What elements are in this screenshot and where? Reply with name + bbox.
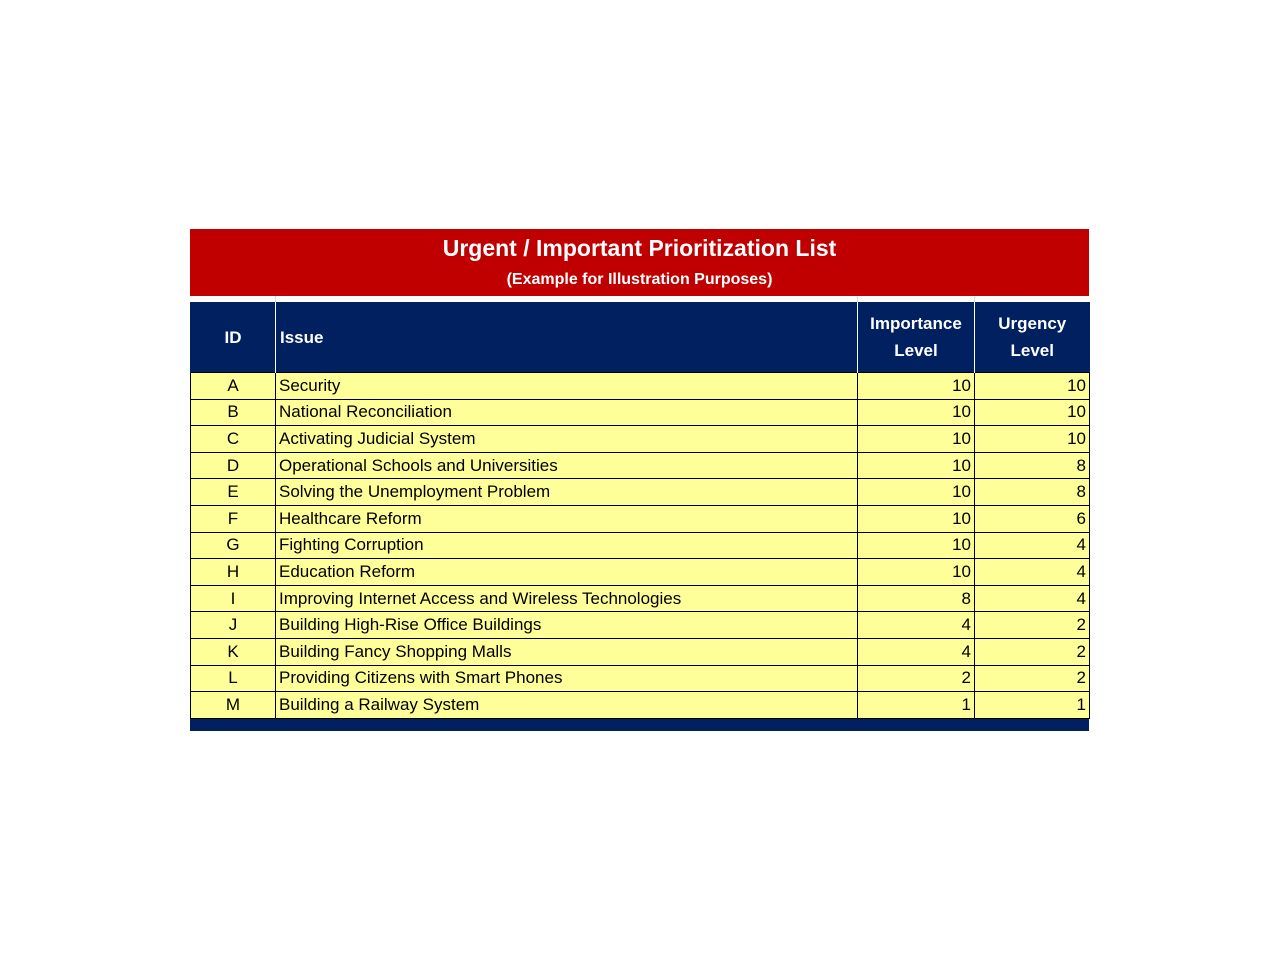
cell-urgency[interactable]: 2 [975, 665, 1090, 692]
table-row[interactable] [191, 638, 1090, 665]
cell-id[interactable]: J [191, 612, 276, 639]
title-banner [190, 229, 1089, 296]
cell-urgency[interactable]: 2 [975, 612, 1090, 639]
cell-id[interactable]: A [191, 373, 276, 400]
cell-id[interactable]: F [191, 505, 276, 532]
table-row[interactable] [191, 399, 1090, 426]
table-row[interactable] [191, 479, 1090, 506]
cell-urgency[interactable]: 6 [975, 505, 1090, 532]
cell-issue[interactable]: Building High-Rise Office Buildings [276, 612, 858, 639]
cell-importance[interactable]: 10 [858, 505, 975, 532]
cell-id[interactable]: M [191, 692, 276, 719]
page-subtitle: (Example for Illustration Purposes) [506, 271, 773, 288]
table-row[interactable] [191, 612, 1090, 639]
table-row[interactable] [191, 559, 1090, 586]
cell-issue[interactable]: Operational Schools and Universities [276, 452, 858, 479]
cell-urgency[interactable]: 10 [975, 426, 1090, 453]
header-gap [190, 296, 1089, 302]
cell-id[interactable]: I [191, 585, 276, 612]
cell-importance[interactable]: 10 [858, 559, 975, 586]
column-header-importance[interactable] [858, 302, 975, 373]
table-footer-bar [190, 719, 1089, 731]
prioritization-sheet [190, 229, 1089, 731]
table-row[interactable] [191, 665, 1090, 692]
cell-urgency[interactable]: 10 [975, 373, 1090, 400]
cell-importance[interactable]: 10 [858, 426, 975, 453]
importance-header-line1: Importance [870, 314, 962, 333]
cell-importance[interactable]: 1 [858, 692, 975, 719]
cell-issue[interactable]: Building a Railway System [276, 692, 858, 719]
cell-issue[interactable]: Activating Judicial System [276, 426, 858, 453]
cell-id[interactable]: B [191, 399, 276, 426]
importance-header-line2: Level [894, 341, 938, 360]
table-row[interactable] [191, 452, 1090, 479]
cell-importance[interactable]: 2 [858, 665, 975, 692]
table-row[interactable] [191, 373, 1090, 400]
table-row[interactable] [191, 426, 1090, 453]
cell-issue[interactable]: National Reconciliation [276, 399, 858, 426]
table-row[interactable] [191, 692, 1090, 719]
cell-importance[interactable]: 10 [858, 452, 975, 479]
cell-urgency[interactable]: 8 [975, 452, 1090, 479]
column-header-urgency[interactable] [975, 302, 1090, 373]
cell-importance[interactable]: 10 [858, 399, 975, 426]
cell-id[interactable]: K [191, 638, 276, 665]
table-row[interactable] [191, 585, 1090, 612]
table-header-row [191, 302, 1090, 373]
cell-importance[interactable]: 10 [858, 479, 975, 506]
cell-id[interactable]: D [191, 452, 276, 479]
priority-table [190, 302, 1090, 719]
table-body [191, 373, 1090, 719]
column-header-issue[interactable]: Issue [276, 302, 858, 373]
cell-issue[interactable]: Providing Citizens with Smart Phones [276, 665, 858, 692]
cell-importance[interactable]: 10 [858, 373, 975, 400]
cell-urgency[interactable]: 10 [975, 399, 1090, 426]
cell-id[interactable]: H [191, 559, 276, 586]
cell-importance[interactable]: 10 [858, 532, 975, 559]
cell-id[interactable]: E [191, 479, 276, 506]
urgency-header-line2: Level [1010, 341, 1054, 360]
cell-importance[interactable]: 4 [858, 638, 975, 665]
cell-id[interactable]: L [191, 665, 276, 692]
cell-id[interactable]: C [191, 426, 276, 453]
cell-issue[interactable]: Education Reform [276, 559, 858, 586]
cell-importance[interactable]: 8 [858, 585, 975, 612]
cell-urgency[interactable]: 1 [975, 692, 1090, 719]
page-title: Urgent / Important Prioritization List [442, 235, 837, 261]
cell-issue[interactable]: Building Fancy Shopping Malls [276, 638, 858, 665]
cell-issue[interactable]: Security [276, 373, 858, 400]
cell-urgency[interactable]: 4 [975, 559, 1090, 586]
urgency-header-line1: Urgency [998, 314, 1067, 333]
cell-id[interactable]: G [191, 532, 276, 559]
column-header-id[interactable]: ID [191, 302, 276, 373]
cell-urgency[interactable]: 4 [975, 585, 1090, 612]
cell-issue[interactable]: Fighting Corruption [276, 532, 858, 559]
cell-importance[interactable]: 4 [858, 612, 975, 639]
table-row[interactable] [191, 532, 1090, 559]
cell-urgency[interactable]: 4 [975, 532, 1090, 559]
cell-urgency[interactable]: 8 [975, 479, 1090, 506]
cell-issue[interactable]: Healthcare Reform [276, 505, 858, 532]
cell-urgency[interactable]: 2 [975, 638, 1090, 665]
table-row[interactable] [191, 505, 1090, 532]
cell-issue[interactable]: Improving Internet Access and Wireless Technologies [276, 585, 858, 612]
cell-issue[interactable]: Solving the Unemployment Problem [276, 479, 858, 506]
